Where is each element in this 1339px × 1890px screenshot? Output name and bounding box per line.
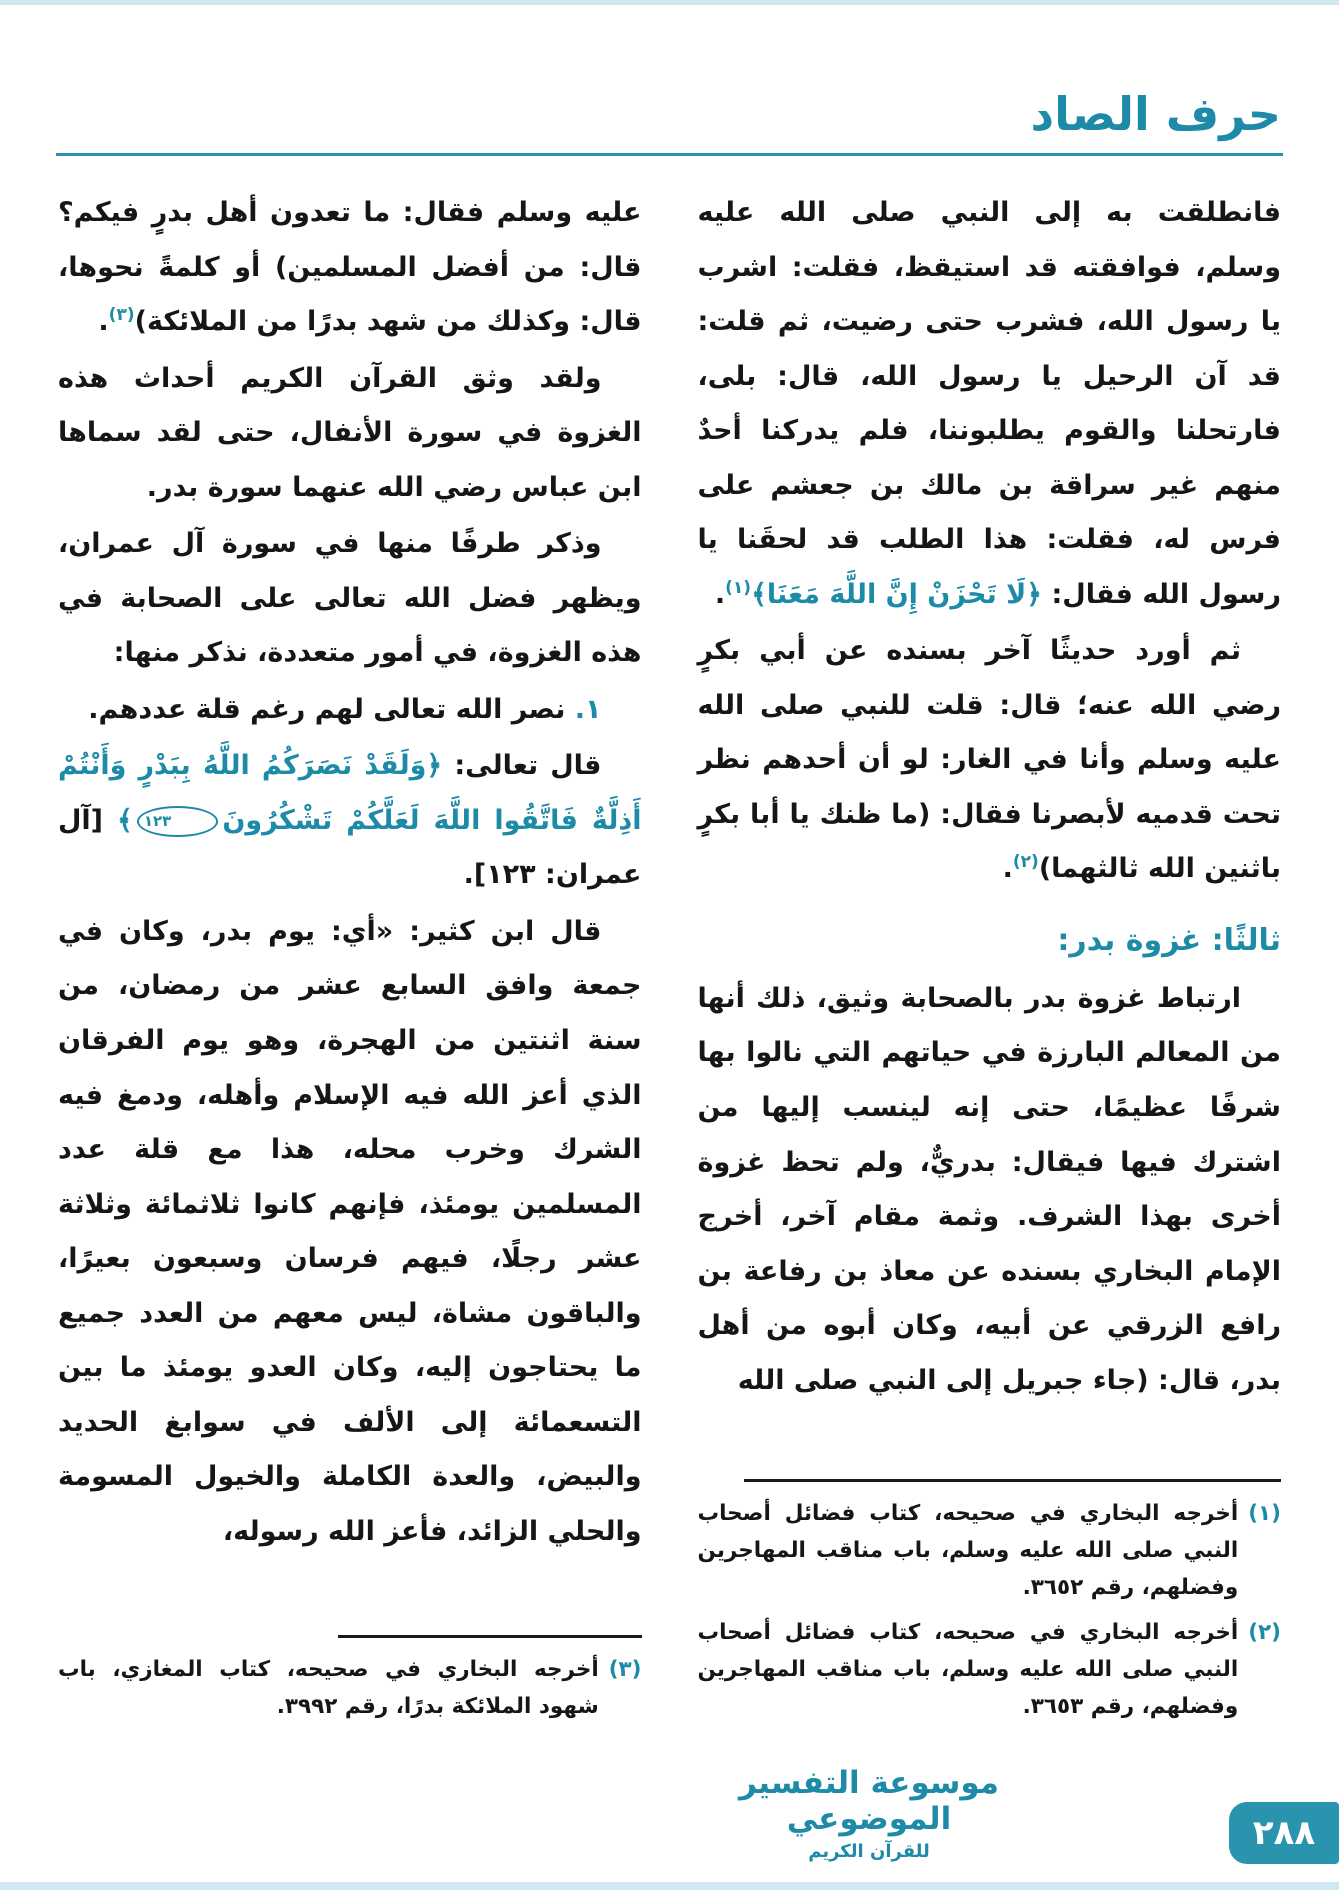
paragraph (698, 186, 1282, 622)
paragraph-text: فانطلقت به إلى النبي صلى الله عليه وسلم، فوافقته قد استيقظ، فقلت: اشرب يا رسول الله، فشرب حتى رضيت، ثم قلت: قد آن الرحيل يا رسول الله، قال: بلى، فارتحلنا والقوم يطلبوننا، فلم يدركنا أحدٌ منهم غير سراقة بن مالك بن جعشم على فرس له، فقلت: هذا الطلب قد لحقَنا يا رسول الله فقال: (697, 197, 1281, 610)
numbered-item (58, 683, 642, 738)
footnote-divider (338, 1635, 641, 1638)
paragraph-text: ثم أورد حديثًا آخر بسنده عن أبي بكرٍ رضي الله عنه؛ قال: قلت للنبي صلى الله عليه وسلم وأنا في الغار: لو أن أحدهم نظر تحت قدميه لأبصرنا فقال: (ما ظنك يا أبا بكرٍ باثنين الله ثالثهما) (697, 635, 1281, 885)
publisher-logo (699, 1765, 1039, 1862)
footnote-text: أخرجه البخاري في صحيحه، كتاب فضائل أصحاب النبي صلى الله عليه وسلم، باب مناقب المهاجرين وفضلهم، رقم ٣٦٥٢. (697, 1501, 1239, 1601)
footnote (698, 1496, 1282, 1607)
ayah-number: ١٢٣ (137, 806, 218, 837)
bottom-edge-band (0, 1882, 1339, 1890)
verse-paragraph (58, 739, 642, 903)
paragraph-text: . (98, 306, 109, 338)
verse-citation: [آل عمران: ١٢٣]. (58, 804, 642, 891)
page-header (0, 5, 1339, 141)
paragraph: قال ابن كثير: «أي: يوم بدر، وكان في جمعة وافق السابع عشر من رمضان، من سنة اثنتين من الهجرة، وهو يوم الفرقان الذي أعز الله فيه الإسلام وأهله، ودمغ فيه الشرك وخرب محله، هذا مع قلة عدد المسلمين يومئذ، فإنهم كانوا ثلاثمائة وثلاثة عشر رجلًا، فيهم فرسان وسبعون بعيرًا، والباقون مشاة، ليس معهم من العدد جميع ما يحتاجون إليه، وكان العدو يومئذ ما بين التسعمائة إلى الألف في سوابغ الحديد والبيض، والعدة الكاملة والخيول المسومة والحلي الزائد، فأعز الله رسوله، (58, 915, 642, 1547)
footnote-number: (١) (1248, 1501, 1281, 1527)
footnote-divider (744, 1479, 1281, 1482)
footnote-ref: (٣) (108, 305, 135, 326)
footnote-text: أخرجه البخاري في صحيحه، كتاب فضائل أصحاب النبي صلى الله عليه وسلم، باب مناقب المهاجرين وفضلهم، رقم ٣٦٥٣. (697, 1620, 1239, 1720)
two-column-body (58, 186, 1281, 1734)
header-rule (56, 153, 1283, 156)
section-title: حرف الصاد (1030, 87, 1281, 141)
footnote-ref: (٢) (1012, 852, 1039, 873)
left-column (58, 186, 642, 1734)
footnote (58, 1652, 642, 1726)
right-column (698, 186, 1282, 1734)
paragraph: ارتباط غزوة بدر بالصحابة وثيق، ذلك أنها من المعالم البارزة في حياتهم التي نالوا بها شرفًا عظيمًا، حتى إنه لينسب إليها من اشترك فيها فيقال: بدريٌّ، ولم تحظ غزوة أخرى بهذا الشرف. وثمة مقام آخر، أخرج الإمام البخاري بسنده عن معاذ بن رفاعة بن رافع الزرقي عن أبيه، وكان أبوه من أهل بدر، قال: (جاء جبريل إلى النبي صلى الله (697, 982, 1281, 1396)
paragraph: وذكر طرفًا منها في سورة آل عمران، ويظهر فضل الله تعالى على الصحابة في هذه الغزوة، في أمور متعددة، نذكر منها: (58, 528, 642, 669)
paragraph-text: . (714, 578, 726, 610)
footnotes-block (58, 1629, 642, 1734)
paragraph (58, 186, 642, 350)
page-number-badge: ٢٨٨ (1229, 1802, 1339, 1864)
quran-verse: ﴿لَا تَحْزَنْ إِنَّ اللَّهَ مَعَنَا﴾ (751, 578, 1043, 610)
item-text: نصر الله تعالى لهم رغم قلة عددهم. (88, 693, 575, 725)
footnote-number: (٢) (1248, 1620, 1281, 1646)
verse-lead: قال تعالى: (442, 750, 602, 782)
paragraph-text: عليه وسلم فقال: ما تعدون أهل بدرٍ فيكم؟ قال: من أفضل المسلمين) أو كلمةً نحوها، قال: وكذلك من شهد بدرًا من الملائكة) (58, 197, 642, 338)
footnote-text: أخرجه البخاري في صحيحه، كتاب المغازي، باب شهود الملائكة بدرًا، رقم ٣٩٩٢. (58, 1657, 599, 1720)
paragraph-text: . (1002, 853, 1013, 885)
quran-verse: ﴿وَلَقَدْ نَصَرَكُمُ اللَّهُ بِبَدْرٍ وَأَنْتُمْ أَذِلَّةٌ فَاتَّقُوا اللَّهَ لَعَلَّكُمْ تَشْكُرُونَ (58, 750, 642, 836)
footnote-number: (٣) (608, 1657, 642, 1683)
footnotes-block (698, 1473, 1282, 1734)
item-number: ١. (574, 693, 602, 725)
paragraph (698, 624, 1282, 897)
publisher-logo-subtitle: للقرآن الكريم (808, 1841, 930, 1862)
publisher-logo-title: موسوعة التفسير الموضوعي (738, 1765, 1000, 1837)
footnote (698, 1615, 1282, 1726)
footnote-ref: (١) (725, 577, 752, 598)
quran-verse-close: ﴾ (117, 804, 133, 836)
paragraph: ولقد وثق القرآن الكريم أحداث هذه الغزوة في سورة الأنفال، حتى لقد سماها ابن عباس رضي الله عنهما سورة بدر. (58, 362, 642, 503)
section-heading: ثالثًا: غزوة بدر: (1057, 922, 1281, 958)
